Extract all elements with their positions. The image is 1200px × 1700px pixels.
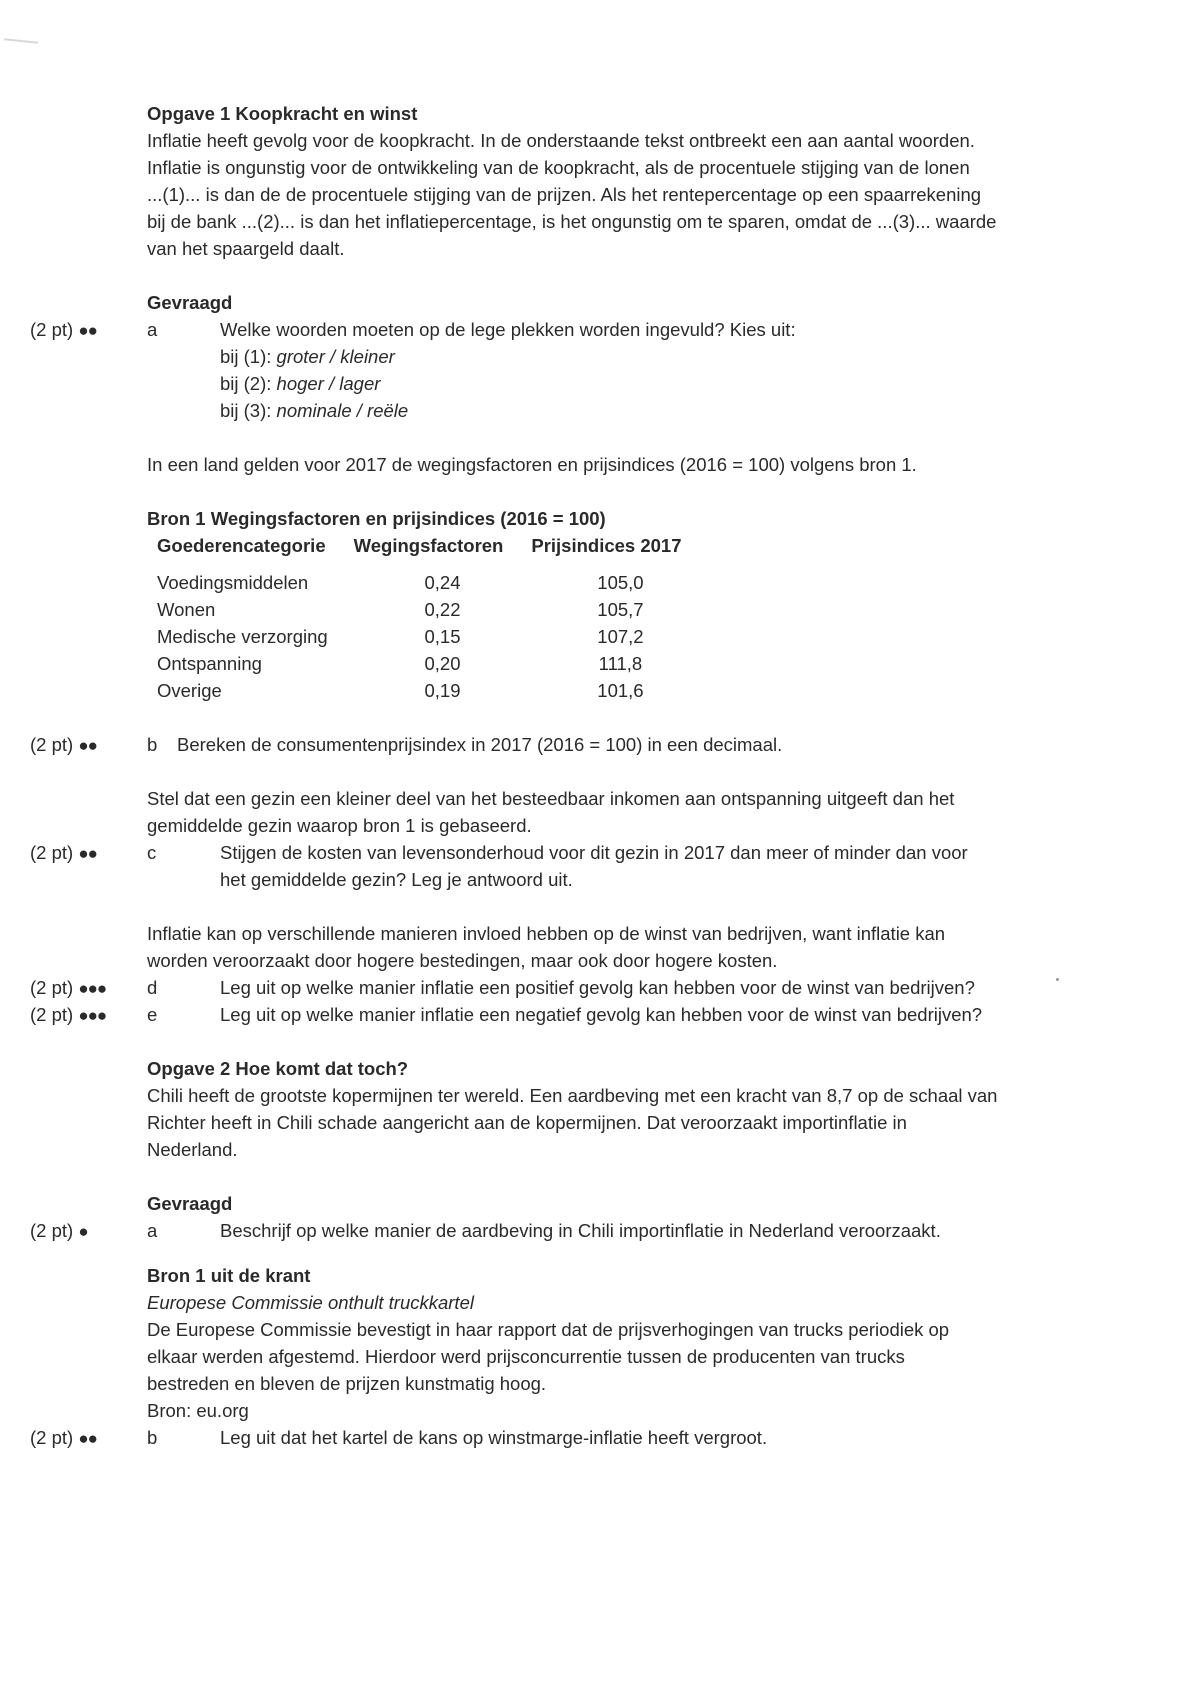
bron1-table [157,532,710,704]
worksheet [30,100,1082,1451]
question-text: het gemiddelde gezin? Leg je antwoord uit. [220,869,573,890]
table-cell: 101,6 [597,680,644,701]
context-line: Stel dat een gezin een kleiner deel van het besteedbaar inkomen aan ontspanning uitgeeft dan het [147,788,955,809]
intro-line: Richter heeft in Chili schade aangericht aan de kopermijnen. Dat veroorzaakt importinflatie in [147,1112,907,1133]
table-row [157,677,710,704]
question-letter: c [147,842,157,863]
question-1d [30,974,1082,1001]
intro-line: ...(1)... is dan de de procentuele stijging van de prijzen. Als het rentepercentage op een spaarrekening [147,184,982,205]
question-letter: a [147,319,158,340]
bron-intro: In een land gelden voor 2017 de wegingsfactoren en prijsindices (2016 = 100) volgens bron 1. [147,454,917,475]
intro-line: van het spaargeld daalt. [147,238,345,259]
table-header-row [157,532,710,569]
question-letter: e [147,1004,158,1025]
bron-line: De Europese Commissie bevestigt in haar rapport dat de prijsverhogingen van trucks periodiek op [147,1319,950,1340]
bron-source: Bron: eu.org [147,1400,249,1421]
score-label: (2 pt) ●● [30,734,97,755]
column-header: Prijsindices 2017 [531,535,682,556]
bron1-title: Bron 1 Wegingsfactoren en prijsindices (2016 = 100) [147,508,606,529]
table-cell: 0,24 [424,572,461,593]
intro-line: Inflatie heeft gevolg voor de koopkracht. In de onderstaande tekst ontbreekt een aan aantal woorden. [147,130,975,151]
question-text: Beschrijf op welke manier de aardbeving in Chili importinflatie in Nederland veroorzaakt. [220,1220,941,1241]
bron-line: elkaar werden afgestemd. Hierdoor werd prijsconcurrentie tussen de producenten van trucks [147,1346,905,1367]
table-cell: 105,0 [597,572,644,593]
question-2b [30,1424,1082,1451]
score-label: (2 pt) ●● [30,319,97,340]
table-cell: 105,7 [597,599,644,620]
question-text: Leg uit op welke manier inflatie een negatief gevolg kan hebben voor de winst van bedrijven? [220,1004,983,1025]
difficulty-dots: ● [78,1222,88,1241]
table-row [157,569,710,596]
table-cell: 0,22 [424,599,461,620]
score-label: (2 pt) ●●● [30,1004,107,1025]
option-3: bij (3): nominale / reële [220,400,409,421]
scan-mark [4,38,38,44]
opgave1-intro [147,127,1082,262]
table-cell: Overige [157,680,222,701]
difficulty-dots: ●● [78,1429,97,1448]
score-label: (2 pt) ●● [30,842,97,863]
score-label: (2 pt) ● [30,1220,88,1241]
table-cell: Wonen [157,599,216,620]
opgave2-gevraagd: Gevraagd [147,1193,233,1214]
difficulty-dots: ●● [78,321,97,340]
opgave2-title: Opgave 2 Hoe komt dat toch? [147,1058,409,1079]
question-1a [30,316,1082,343]
question-1b [30,731,1082,758]
difficulty-dots: ●●● [78,1006,107,1025]
question-letter: a [147,1220,158,1241]
table-cell: Medische verzorging [157,626,328,647]
table-cell: 0,20 [424,653,461,674]
table-cell: Ontspanning [157,653,262,674]
score-label: (2 pt) ●●● [30,977,107,998]
table-row [157,650,710,677]
question-letter: b [147,1427,158,1448]
question-letter: b [147,734,158,755]
table-cell: 107,2 [597,626,644,647]
table-cell: Voedingsmiddelen [157,572,309,593]
question-text: Stijgen de kosten van levensonderhoud voor dit gezin in 2017 dan meer of minder dan voor [220,842,968,863]
score-label: (2 pt) ●● [30,1427,97,1448]
difficulty-dots: ●● [78,736,97,755]
option-1: bij (1): groter / kleiner [220,346,395,367]
question-text: Welke woorden moeten op de lege plekken worden ingevuld? Kies uit: [220,319,796,340]
difficulty-dots: ●●● [78,979,107,998]
table-row [157,623,710,650]
opgave1-gevraagd: Gevraagd [147,292,233,313]
question-1e [30,1001,1082,1028]
table-cell: 0,19 [424,680,461,701]
context-line: worden veroorzaakt door hogere bestedingen, maar ook door hogere kosten. [147,950,778,971]
question-text: Bereken de consumentenprijsindex in 2017 (2016 = 100) in een decimaal. [177,734,783,755]
difficulty-dots: ●● [78,844,97,863]
question-text: Leg uit op welke manier inflatie een positief gevolg kan hebben voor de winst van bedrijven? [220,977,975,998]
option-2: bij (2): hoger / lager [220,373,381,394]
table-row [157,596,710,623]
question-letter: d [147,977,158,998]
opgave1-title: Opgave 1 Koopkracht en winst [147,103,418,124]
column-header: Wegingsfactoren [353,535,504,556]
bron-line: bestreden en bleven de prijzen kunstmatig hoog. [147,1373,547,1394]
intro-line: bij de bank ...(2)... is dan het inflatiepercentage, is het ongunstig om te sparen, omdat de ...(3)... waarde [147,211,997,232]
question-2a [30,1217,1082,1244]
bron-krant-title: Bron 1 uit de krant [147,1265,311,1286]
intro-line: Nederland. [147,1139,238,1160]
context-line: gemiddelde gezin waarop bron 1 is gebaseerd. [147,815,532,836]
bron-krant-subtitle: Europese Commissie onthult truckkartel [147,1292,474,1313]
context-line: Inflatie kan op verschillende manieren invloed hebben op de winst van bedrijven, want inflatie kan [147,923,946,944]
intro-line: Chili heeft de grootste kopermijnen ter wereld. Een aardbeving met een kracht van 8,7 op de schaal van [147,1085,998,1106]
question-text: Leg uit dat het kartel de kans op winstmarge-inflatie heeft vergroot. [220,1427,768,1448]
table-cell: 0,15 [424,626,461,647]
intro-line: Inflatie is ongunstig voor de ontwikkeling van de koopkracht, als de procentuele stijging van de lonen [147,157,970,178]
column-header: Goederencategorie [157,535,326,556]
question-1c [30,839,1082,893]
table-cell: 111,8 [598,653,643,674]
